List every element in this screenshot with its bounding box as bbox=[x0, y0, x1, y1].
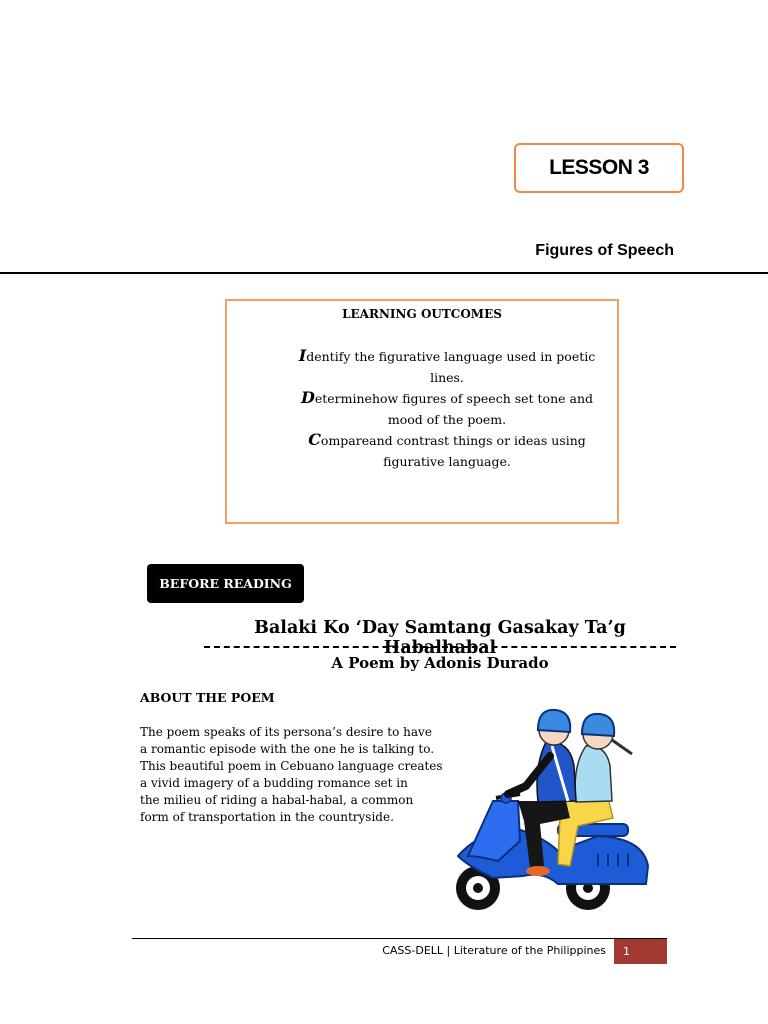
title-divider bbox=[0, 272, 768, 274]
footer-divider bbox=[132, 938, 667, 939]
about-line: form of transportation in the countryside. bbox=[140, 810, 394, 824]
dashed-divider bbox=[204, 646, 676, 648]
lesson-badge bbox=[514, 143, 684, 193]
outcome-text: dentify the figurative language used in poetic bbox=[306, 349, 596, 364]
couple-on-scooter-illustration bbox=[448, 706, 660, 912]
outcome-item-determine bbox=[287, 387, 607, 430]
outcome-text-continued: lines. bbox=[430, 370, 464, 385]
about-line: This beautiful poem in Cebuano language creates bbox=[140, 759, 443, 773]
about-line: a romantic episode with the one he is talking to. bbox=[140, 742, 435, 756]
outcome-initial: C bbox=[308, 430, 321, 449]
about-line: The poem speaks of its persona’s desire to have bbox=[140, 725, 432, 739]
footer-course-title: CASS-DELL | Literature of the Philippines bbox=[382, 944, 606, 957]
about-line: a vivid imagery of a budding romance set in bbox=[140, 776, 408, 790]
footer-page-number: 1 bbox=[614, 939, 667, 964]
poem-title: Balaki Ko ‘Day Samtang Gasakay Ta’g Habalhabal bbox=[254, 618, 626, 658]
outcome-initial: I bbox=[298, 346, 307, 365]
poem-author: A Poem by Adonis Durado bbox=[331, 654, 549, 672]
about-line: the milieu of riding a habal-habal, a common bbox=[140, 793, 414, 807]
about-the-poem-text bbox=[140, 724, 470, 826]
outcome-text: eterminehow figures of speech set tone and bbox=[314, 391, 593, 406]
learning-outcomes-heading: LEARNING OUTCOMES bbox=[342, 307, 502, 321]
outcome-text: ompareand contrast things or ideas using bbox=[320, 433, 586, 448]
outcome-item-compare bbox=[287, 429, 607, 472]
outcome-text-continued: mood of the poem. bbox=[387, 412, 507, 427]
page-title: Figures of Speech bbox=[535, 242, 674, 259]
outcome-text-continued: figurative language. bbox=[383, 454, 511, 469]
before-reading-label: BEFORE READING bbox=[147, 564, 304, 603]
outcome-item-identify bbox=[287, 345, 607, 388]
about-the-poem-heading: ABOUT THE POEM bbox=[140, 690, 275, 705]
lesson-label: LESSON 3 bbox=[549, 156, 649, 179]
outcome-initial: D bbox=[300, 388, 315, 407]
learning-outcomes-box bbox=[225, 299, 619, 524]
